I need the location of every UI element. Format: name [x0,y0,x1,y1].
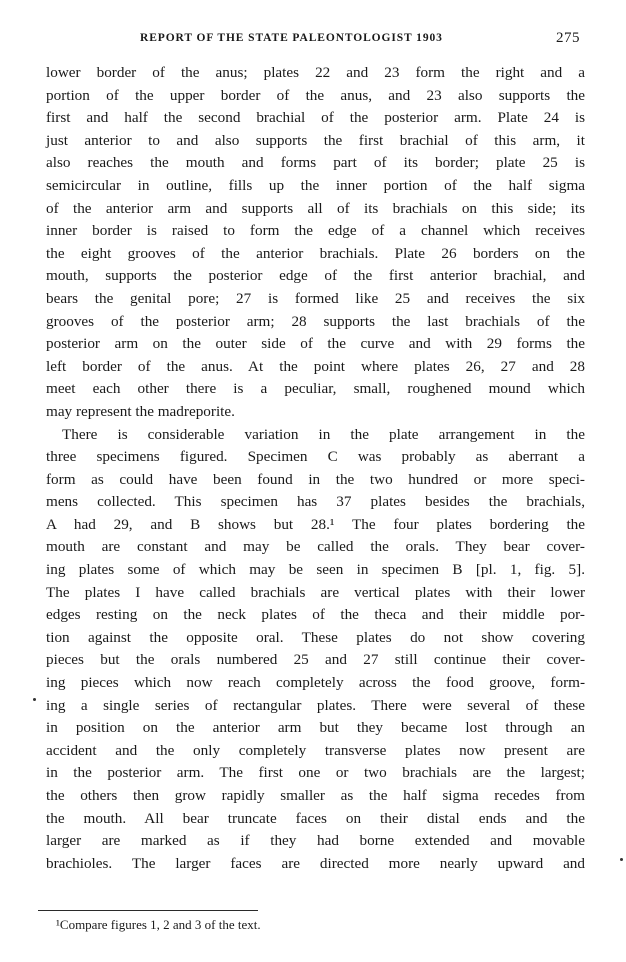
text-line: larger are marked as if they had borne extended and movable [46,832,585,850]
text-line: A had 29, and B shows but 28.¹ The four plates bordering the [46,515,585,533]
text-line: semicircular in outline, fills up the inner portion of the half sigma [46,176,585,194]
text-line: three specimens figured. Specimen C was probably as aberrant a [46,448,585,466]
text-line: the mouth. All bear truncate faces on their distal ends and the [46,809,585,827]
text-line: ing a single series of rectangular plates. There were several of these [46,696,585,714]
text-line: just anterior to and also supports the first brachial of this arm, it [46,131,585,149]
text-line: inner border is raised to form the edge of a channel which receives [46,222,585,240]
text-line: The plates I have called brachials are vertical plates with their lower [46,583,585,601]
text-line: in the posterior arm. The first one or two brachials are the largest; [46,764,585,782]
text-line: pieces but the orals numbered 25 and 27 still continue their cover- [46,651,585,669]
text-line: also reaches the mouth and forms part of its border; plate 25 is [46,154,585,172]
text-line: ing plates some of which may be seen in specimen B [pl. 1, fig. 5]. [46,561,585,579]
running-head [0,30,626,52]
text-line: portion of the upper border of the anus, and 23 also supports the [46,86,585,104]
running-title: REPORT OF THE STATE PALEONTOLOGIST 1903 [140,32,443,44]
text-line: accident and the only completely transverse plates now present are [46,741,585,759]
text-line: of the anterior arm and supports all of its brachials on this side; its [46,199,585,217]
page-number: 275 [556,30,580,46]
text-line: tion against the opposite oral. These plates do not show covering [46,628,585,646]
text-line: the others then grow rapidly smaller as the half sigma recedes from [46,787,585,804]
margin-speck [33,698,36,701]
text-line: posterior arm on the outer side of the curve and with 29 forms the [46,335,585,353]
text-line: ing pieces which now reach completely across the food groove, form- [46,674,585,692]
body-text [46,62,585,875]
text-line: mouth are constant and may be called the orals. They bear cover- [46,538,585,556]
margin-speck [620,858,623,861]
text-line: grooves of the posterior arm; 28 supports the last brachials of the [46,312,585,330]
text-line: mens collected. This specimen has 37 plates besides the brachials, [46,493,585,511]
text-line: first and half the second brachial of the posterior arm. Plate 24 is [46,109,585,127]
footnote-rule [38,910,258,911]
text-line: edges resting on the neck plates of the theca and their middle por- [46,606,585,624]
text-line: bears the genital pore; 27 is formed like 25 and receives the six [46,289,585,307]
text-line: left border of the anus. At the point where plates 26, 27 and 28 [46,357,585,375]
text-line: meet each other there is a peculiar, small, roughened mound which [46,380,585,398]
footnote: ¹Compare figures 1, 2 and 3 of the text. [56,917,261,932]
text-line: in position on the anterior arm but they became lost through an [46,719,585,737]
paragraph-first-line: There is considerable variation in the plate arrangement in the [62,425,585,443]
paragraph-last-line: may represent the madreporite. [46,402,235,420]
text-line: form as could have been found in the two hundred or more speci- [46,470,585,488]
text-line: mouth, supports the posterior edge of the first anterior brachial, and [46,267,585,285]
text-line: brachioles. The larger faces are directed more nearly upward and [46,854,585,872]
text-line: the eight grooves of the anterior brachials. Plate 26 borders on the [46,244,585,262]
text-line: lower border of the anus; plates 22 and 23 form the right and a [46,64,585,81]
